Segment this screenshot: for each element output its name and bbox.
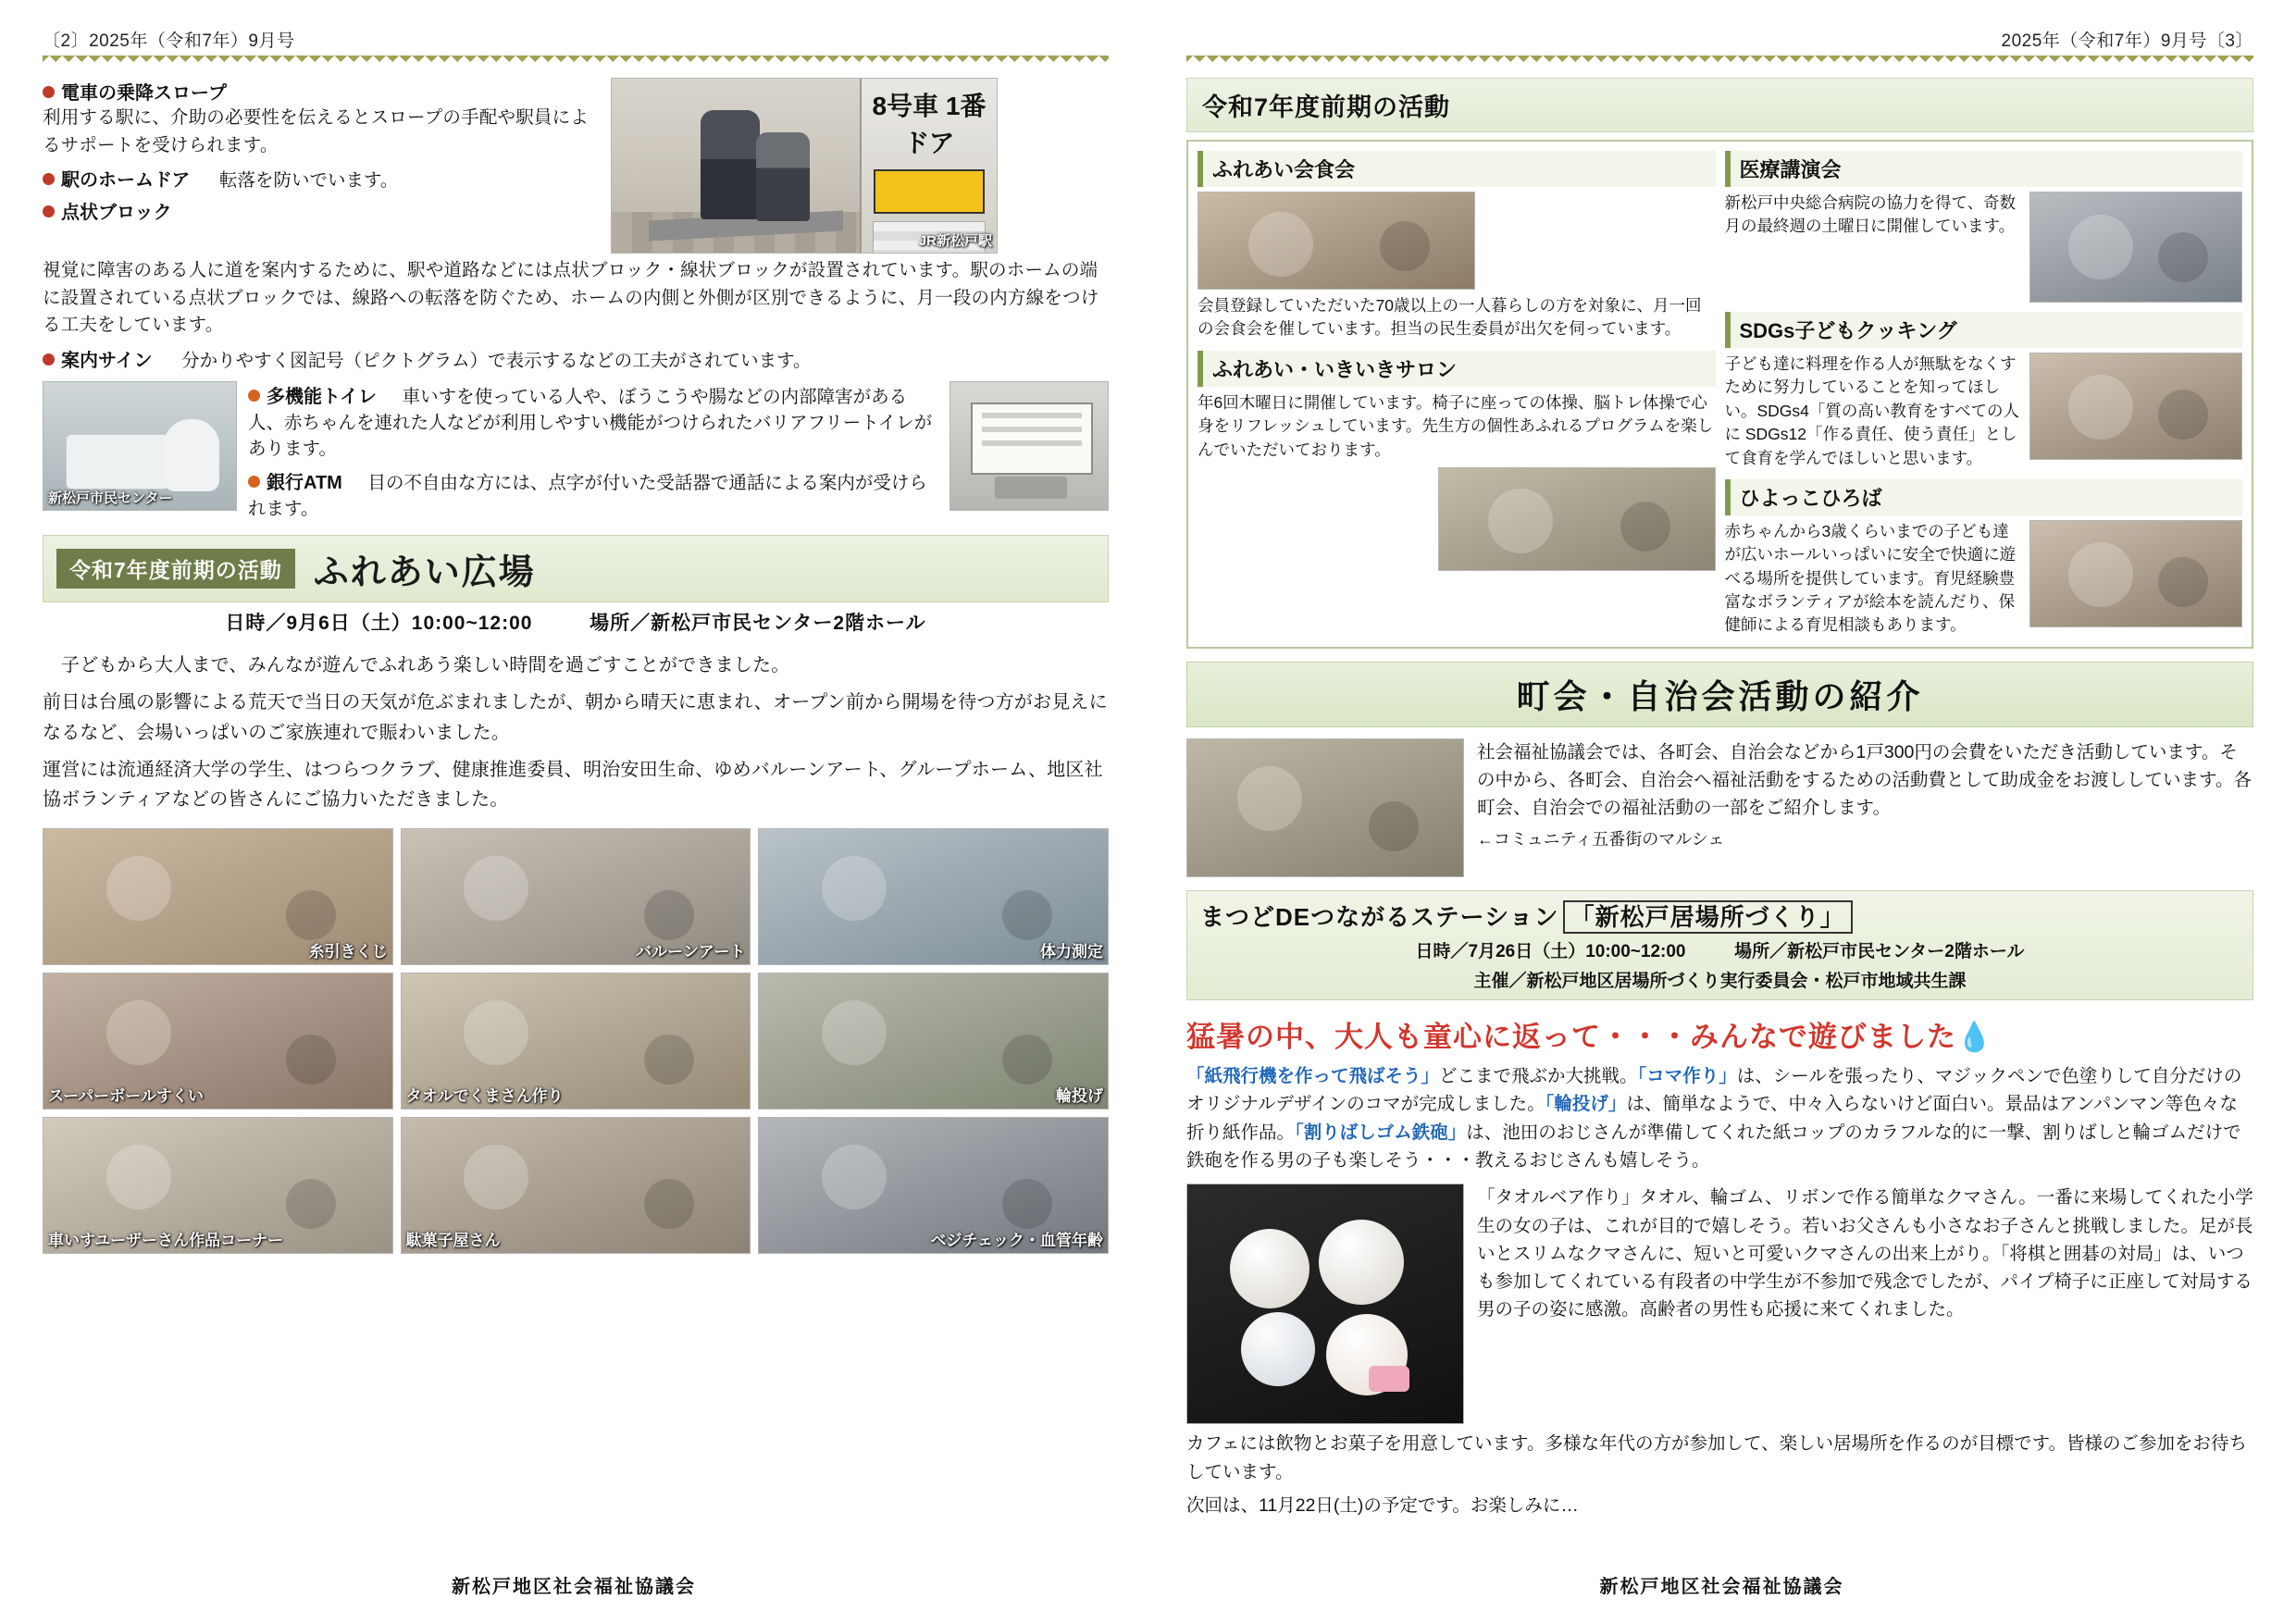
tail-text-1: カフェには飲物とお菓子を用意しています。多様な年代の方が参加して、楽しい居場所を作るのが目標です。皆様のご参加をお待ちしています。 (1186, 1433, 2248, 1482)
text-bank-atm: 目の不自由な方には、点字が付いた受話器で通話による案内が受けられます。 (248, 472, 927, 519)
heading-guide-sign: 案内サイン 分かりやすく図記号（ピクトグラム）で表示するなどの工夫がされています。 (43, 345, 1109, 372)
text-platform-door: 転落を防いでいます。 (218, 170, 399, 192)
heading-train-slope: 電車の乗降スロープ (43, 78, 598, 105)
text-seg: は、いつも参加してくれている有段者の中学生が不参加で残念でしたが、パイプ椅子に正座して対局する男の子の姿に感激。高齢者の男性も応援に来てくれました。 (1477, 1243, 2253, 1320)
kw-towel-bear: 「タオルベア作り」 (1477, 1187, 1640, 1209)
grid-caption: バルーンアート (636, 942, 746, 961)
headline-summer-play: 猛暑の中、大人も童心に返って・・・みんなで遊びました💧 (1186, 1020, 1993, 1053)
text-multifunction-toilet: 車いすを使っている人や、ぼうこうや腸などの内部障害がある人、赤ちゃんを連れた人などが利用しやすい機能がつけられたバリアフリートイレがあります。 (248, 386, 933, 459)
paragraph-2: 前日は台風の影響による荒天で当日の天気が危ぶまれましたが、朝から晴天に恵まれ、オープン前から開場を待つ方がお見えになるなど、会場いっぱいのご家族連れで賑わいました。 (43, 692, 1108, 743)
water-drop-icon: 💧 (1956, 1020, 1993, 1053)
card-title: ふれあい・いきいきサロン (1198, 351, 1716, 387)
grid-caption: 車いすユーザーさん作品コーナー (48, 1231, 284, 1249)
banner-ibasho-zukuri (1186, 890, 2253, 1000)
card-sdgs-kids-cooking (1725, 312, 2243, 470)
grid-photo (758, 973, 1109, 1110)
kw-wanage: 「輪投げ」 (1545, 1094, 1627, 1115)
intro-text: 社会福祉協議会では、各町会、自治会などから1戸300円の会費をいただき活動しています。その中から、各町会、自治会へ福祉活動をするための活動費として助成金をお渡ししています。各町会、自治会での福祉活動の一部をご紹介します。 (1477, 741, 2252, 819)
banner-date: 日時／7月26日（土）10:00~12:00 (1415, 941, 1686, 961)
card-photo (1198, 192, 1475, 290)
card-medical-lecture (1725, 151, 2243, 303)
photo-door-plate (860, 79, 997, 254)
card-hiyokko-hiroba (1725, 479, 2243, 638)
card-text: 赤ちゃんから3歳くらいまでの子ども達が広いホールいっぱいに安全で快適に遊べる場所を提供しています。育児経験豊富なボランティアが絵本を読んだり、保健師による育児相談もあります。 (1724, 521, 2017, 635)
bullet-dot-icon (43, 86, 55, 98)
photo-towel-bears (1186, 1184, 1464, 1424)
card-photo (2029, 520, 2242, 627)
kw-paper-plane: 「紙飛行機を作って飛ばそう」 (1186, 1065, 1440, 1086)
banner-station-label: まつどDEつながるステーション (1200, 902, 1559, 931)
door-number-label: 8号車 1番ドア (872, 92, 987, 157)
accessibility-text-block-2 (248, 381, 938, 520)
bullet-dot-icon (43, 173, 55, 185)
photo-ribbon (1369, 1366, 1409, 1392)
grid-caption: スーパーボールすくい (48, 1086, 204, 1105)
card-title: 医療講演会 (1725, 151, 2243, 187)
bullet-dot-icon (248, 390, 260, 402)
text-train-slope: 利用する駅に、介助の必要性を伝えるとスロープの手配や駅員によるサポートを受けられます。 (43, 107, 590, 155)
bullet-dot-icon (43, 353, 55, 366)
photo-marche (1186, 738, 1464, 877)
grid-caption: 駄菓子屋さん (405, 1231, 501, 1249)
banner-place: 場所／新松戸市民センター2階ホール (1734, 941, 2025, 961)
section-accessibility-bottom (43, 381, 1109, 520)
section-title-activities: 令和7年度前期の活動 (1186, 78, 2253, 132)
left-page-header: 〔2〕2025年（令和7年）9月号 (43, 31, 295, 51)
right-page-header: 2025年（令和7年）9月号〔3〕 (2001, 31, 2253, 51)
divider-zigzag-left (43, 56, 1109, 67)
activity-card-column-left (1198, 151, 1716, 638)
paragraph-3: 運営には流通経済大学の学生、はつらつクラブ、健康推進委員、明治安田生命、ゆめバルーンアート、グループホーム、地区社協ボランティアなどの皆さんにご協力いただきました。 (43, 760, 1103, 811)
photo-person (701, 110, 760, 219)
card-text: 新松戸中央総合病院の協力を得て、奇数月の最終週の土曜日に開催しています。 (1724, 193, 2017, 236)
pictogram-icon (874, 169, 985, 214)
photo-grid (43, 828, 1109, 1254)
photo-person (756, 132, 810, 221)
paragraph-activities-2 (1477, 1184, 2253, 1424)
activity-card-column-right (1725, 151, 2243, 638)
bullet-dot-icon (248, 476, 260, 488)
photo-train-slope (611, 78, 998, 254)
kw-shogi-go: 「将棋と囲碁の対局」 (2000, 1243, 2172, 1264)
heading-bank-atm: 銀行ATM 目の不自由な方には、点字が付いた受話器で通話による案内が受けられます。 (248, 472, 927, 519)
grid-photo (401, 973, 751, 1110)
card-title: ひよっこひろば (1725, 479, 2243, 515)
photo-sink (66, 434, 169, 490)
photo-toilet (164, 419, 219, 491)
card-photo (2029, 353, 2242, 460)
card-title: ふれあい会食会 (1198, 151, 1716, 187)
photo-atm (949, 381, 1109, 511)
banner-subline (43, 602, 1109, 643)
card-photo (2029, 192, 2242, 303)
photo-caption-train: JR新松戸駅 (918, 233, 992, 249)
grid-photo (43, 1117, 393, 1254)
bottom-section (1186, 1184, 2253, 1424)
paragraph-1: 子どもから大人まで、みんなが遊んでふれあう楽しい時間を過ごすことができました。 (61, 654, 790, 676)
text-tactile-block: 視覚に障害のある人に道を案内するために、駅や道路などには点状ブロック・線状ブロックが設置されています。駅のホームの端に設置されている点状ブロックでは、線路への転落を防ぐため、ホームの内側と外側が区別できるように、月一段の内方線をつける工夫をしています。 (43, 260, 1099, 336)
photo-atm-keypad (995, 477, 1067, 499)
card-text: 年6回木曜日に開催しています。椅子に座っての体操、脳トレ体操で心身をリフレッシュしています。先生方の個性あふれるプログラムを楽しんでいただいております。 (1198, 392, 1714, 459)
card-row (1725, 192, 2243, 303)
grid-caption: 体力測定 (1039, 942, 1103, 961)
heading-tactile-block: 点状ブロック (43, 197, 598, 224)
grid-photo (758, 828, 1109, 965)
grid-photo (43, 973, 393, 1110)
right-footer-org: 新松戸地区社会福祉協議会 (1599, 1577, 1844, 1597)
text-seg: タオル、輪ゴム、リボンで作る簡単なクマさん。一番に来場してくれた小学生の女の子は、これが目的で嬉しそう。若いお父さんも小さなお子さんと挑戦しました。足が長いとスリムなクマさんに、短いと可愛いクマさんの出来上がり。 (1477, 1187, 2253, 1264)
card-photo (1438, 467, 1716, 571)
card-row (1198, 391, 1716, 462)
banner-line2 (1200, 937, 2240, 962)
paragraph-activities-1 (1186, 1062, 2253, 1175)
banner-place: 場所／新松戸市民センター2階ホール (590, 612, 926, 634)
grid-photo (758, 1117, 1109, 1254)
card-fureai-kaishokukai (1198, 151, 1716, 341)
text-seg: は、簡単なようで、中々入らないけど面白い。景品はアンパンマン等色々な折り紙作品。 (1186, 1094, 2238, 1143)
banner-title: ふれあい広場 (313, 552, 536, 592)
grid-caption: タオルでくまさん作り (405, 1086, 564, 1105)
grid-caption: ベジチェック・血管年齢 (930, 1231, 1103, 1249)
grid-caption: 糸引きくじ (308, 942, 388, 961)
intro-photo-caption: ←コミュニティ五番街のマルシェ (1477, 830, 1725, 849)
tail-text-2: 次回は、11月22日(土)の予定です。お楽しみに… (1186, 1494, 1579, 1516)
left-footer-org: 新松戸地区社会福祉協議会 (452, 1577, 696, 1597)
activity-cards (1186, 140, 2253, 649)
photo-community-center (43, 381, 237, 511)
text-seg: は、池田のおじさんが準備してくれた紙コップのカラフルな的に一撃、割りばしと輪ゴムだけで鉄砲を作る男の子も楽しそう・・・教えるおじさんも嬉しそう。 (1186, 1122, 2241, 1171)
card-row (1725, 353, 2243, 470)
banner-date: 日時／9月6日（土）10:00~12:00 (225, 612, 533, 634)
text-seg: は、シールを張ったり、マジックペンで色塗りして自分だけのオリジナルデザインのコマが完成しました。 (1186, 1065, 2242, 1115)
accessibility-text-block (43, 78, 598, 254)
heading-multifunction-toilet: 多機能トイレ 車いすを使っている人や、ぼうこうや腸などの内部障害がある人、赤ちゃんを連れた人などが利用しやすい機能がつけられたバリアフリートイレがあります。 (248, 386, 933, 459)
right-page (1148, 0, 2296, 1624)
text-seg: どこまで飛ぶか大挑戦。 (1439, 1065, 1638, 1086)
banner-line3: 主催／新松戸地区居場所づくり実行委員会・松戸市地域共生課 (1473, 971, 1967, 991)
text-guide-sign: 分かりやすく図記号（ピクトグラム）で表示するなどの工夫がされています。 (181, 350, 812, 371)
grid-photo (401, 828, 751, 965)
grid-photo (401, 1117, 751, 1254)
heading-platform-door: 駅のホームドア 転落を防いでいます。 (43, 165, 598, 192)
grid-caption: 輪投げ (1055, 1086, 1103, 1105)
banner-line1 (1200, 899, 2240, 933)
card-fureai-ikiiki-salon (1198, 351, 1716, 571)
title-chokai-jichikai: 町会・自治会活動の紹介 (1186, 662, 2253, 727)
photo-caption-center: 新松戸市民センター (48, 490, 173, 506)
intro-text-block (1477, 738, 2253, 877)
grid-photo (43, 828, 393, 965)
banner-tag: 令和7年度前期の活動 (56, 549, 295, 589)
card-title: SDGs子どもクッキング (1725, 312, 2243, 348)
kw-koma: 「コマ作り」 (1637, 1065, 1737, 1086)
card-row (1725, 520, 2243, 638)
card-text: 会員登録していただいた70歳以上の一人暮らしの方を対象に、月一回の会食会を催しています。担当の民生委員が出欠を伺っています。 (1198, 296, 1702, 339)
kw-rubber-gun: 「割りばしゴム鉄砲」 (1295, 1122, 1467, 1143)
bullet-dot-icon (43, 205, 55, 217)
divider-zigzag-right (1186, 56, 2253, 67)
intro-section (1186, 738, 2253, 877)
banner-place-name: 「新松戸居場所づくり」 (1563, 900, 1853, 934)
photo-atm-screen (971, 403, 1093, 475)
section-accessibility-top (43, 78, 1109, 254)
card-text: 子ども達に料理を作る人が無駄をなくすために努力していることを知ってほしい。SDGs4「質の高い教育をすべての人に SDGs12「作る責任、使う責任」として食育を学んでほしいと思います。 (1724, 354, 2020, 467)
banner-fureai-hiroba (43, 535, 1109, 602)
